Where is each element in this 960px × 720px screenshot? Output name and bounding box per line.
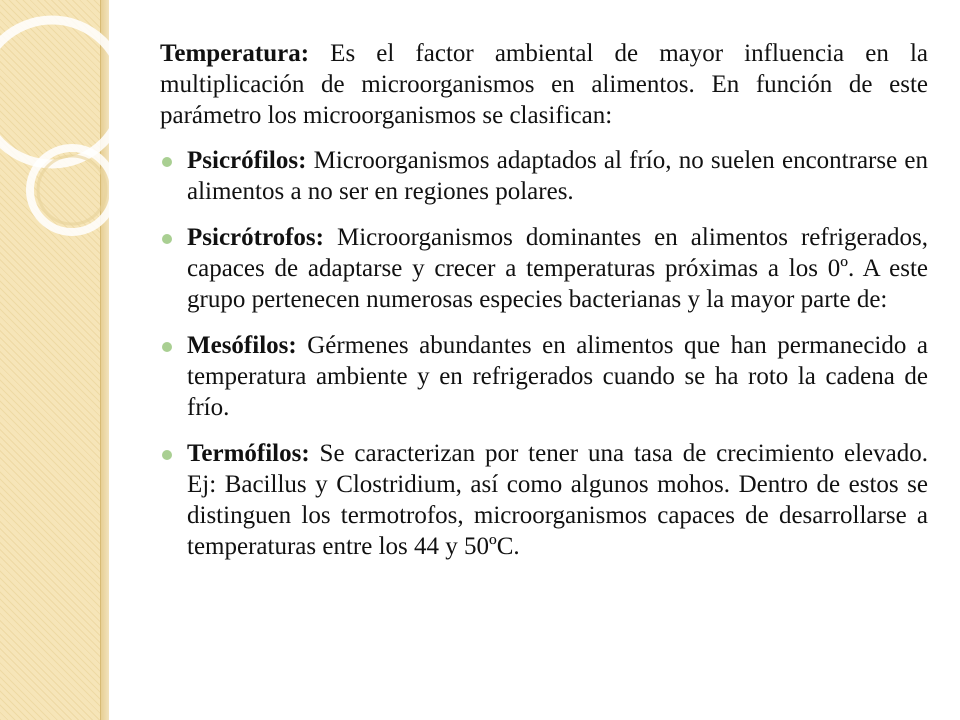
intro-text: Es el factor ambiental de mayor influencia en la multiplicación de microorganismos en alimentos. En función de este parámetro los microorganismos se clasifican: bbox=[160, 40, 928, 129]
classification-list bbox=[160, 145, 928, 562]
item-term: Psicrófilos: bbox=[187, 147, 307, 174]
intro-paragraph bbox=[160, 38, 928, 131]
bullet-icon bbox=[162, 157, 172, 167]
list-item-mesofilos bbox=[160, 330, 928, 423]
item-text: Microorganismos adaptados al frío, no suelen encontrarse en alimentos a no ser en regiones polares. bbox=[187, 147, 928, 205]
ring-outer bbox=[0, 20, 124, 164]
item-term: Psicrótrofos: bbox=[187, 224, 324, 251]
list-item-termofilos bbox=[160, 438, 928, 562]
bullet-icon bbox=[162, 342, 172, 352]
item-term: Termófilos: bbox=[187, 440, 310, 467]
slide-content bbox=[160, 38, 928, 577]
bullet-icon bbox=[162, 234, 172, 244]
ring-inner-shadow bbox=[38, 156, 106, 224]
bullet-icon bbox=[162, 450, 172, 460]
item-term: Mesófilos: bbox=[187, 332, 297, 359]
intro-term: Temperatura: bbox=[160, 40, 310, 67]
item-text: Gérmenes abundantes en alimentos que han permanecido a temperatura ambiente y en refrigerados cuando se ha roto la cadena de frío. bbox=[187, 332, 928, 421]
list-item-psicrofilos bbox=[160, 145, 928, 207]
item-text: Se caracterizan por tener una tasa de crecimiento elevado. Ej: Bacillus y Clostridium, así como algunos mohos. Dentro de estos se distinguen los termotrofos, microorganismos capaces de desarrollarse a temperaturas entre los 44 y 50ºC. bbox=[187, 440, 928, 560]
list-item-psicrotrofos bbox=[160, 222, 928, 315]
item-text: Microorganismos dominantes en alimentos refrigerados, capaces de adaptarse y crecer a temperaturas próximas a los 0º. A este grupo pertenecen numerosas especies bacterianas y la mayor parte de: bbox=[187, 224, 928, 313]
